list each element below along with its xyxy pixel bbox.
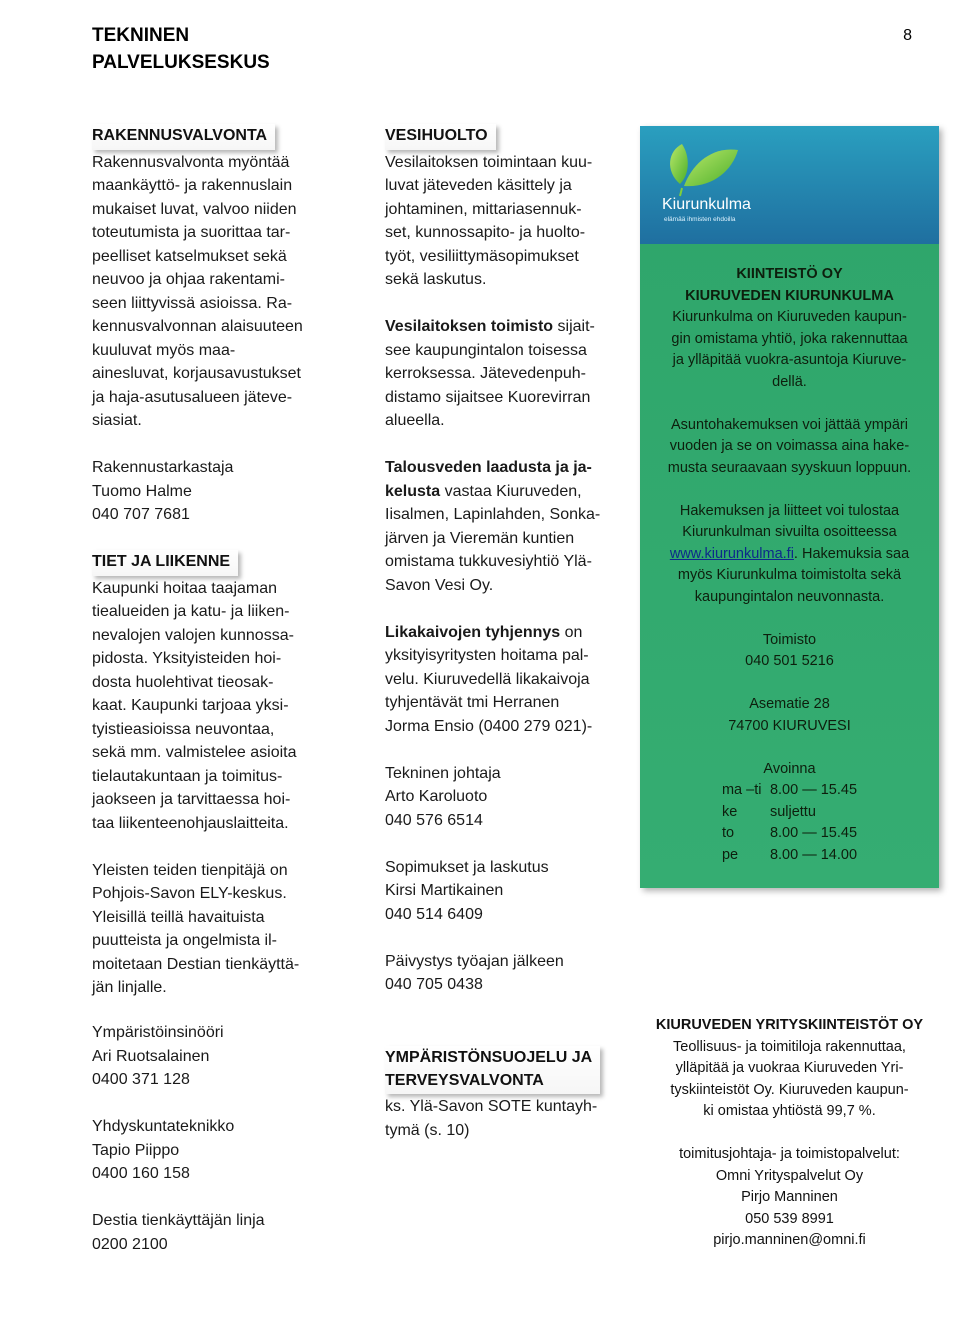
talous-bold-line: Talousveden laadusta ja ja- [385, 459, 592, 476]
contact-phone: 040 576 6514 [385, 811, 483, 829]
text-line [385, 480, 635, 504]
ymparisto-section [385, 1046, 635, 1142]
hours-time: 8.00 — 15.45 [769, 782, 858, 798]
text-line: sekä mm. valmistelee asioita [92, 744, 297, 761]
paivystys-phone: 040 705 0438 [385, 976, 483, 993]
hours-row [722, 823, 857, 845]
text-line: pidosta. Yksityisteiden hoi- [92, 650, 282, 667]
ymparisto-heading [385, 1046, 600, 1094]
text-line: gin omistama yhtiö, joka rakennuttaa [671, 330, 908, 347]
contact-title: Tekninen johtaja [385, 764, 501, 782]
destia-phone: 0200 2100 [92, 1235, 168, 1253]
text-line: toteutumista ja suorittaa tar- [92, 224, 291, 241]
text-fragment: vastaa Kiuruveden, [440, 482, 582, 500]
text-line: ylläpitää ja vuokraa Kiuruveden Yri- [675, 1060, 904, 1076]
text-line: tyhjentävät tmi Herranen [385, 694, 560, 711]
tarkastaja-name: Tuomo Halme [92, 482, 192, 500]
middle-column [385, 124, 635, 997]
text-line: siasiat. [92, 412, 142, 429]
text-line: Iisalmen, Lapinlahden, Sonka- [385, 506, 601, 523]
text-line: alueella. [385, 412, 445, 429]
text-line: myös Kiurunkulma toimistolta sekä [677, 567, 902, 583]
hours-row [722, 802, 857, 824]
vesihuolto-heading: VESIHUOLTO [385, 124, 496, 150]
destia-title: Destia tienkäyttäjän linja [92, 1212, 265, 1229]
hours-row [722, 780, 857, 802]
opening-hours [722, 780, 857, 866]
text-line: luvat jäteveden käsittely ja [385, 177, 572, 194]
text-line: tiealueiden ja katu- ja liiken- [92, 603, 290, 620]
logo-tagline: elämää ihmisten ehdoilla [664, 216, 736, 223]
text-line: yksityisyritysten hoitama pal- [385, 647, 589, 664]
section-title-line2: PALVELUKSESKUS [92, 52, 270, 73]
text-line: järven ja Vieremän kuntien [385, 529, 575, 547]
tiet-heading: TIET JA LIIKENNE [92, 550, 238, 576]
text-line: kaupungintalon neuvonnasta. [694, 588, 885, 605]
text-line: see kaupungintalon toisessa [385, 341, 587, 359]
text-line: 050 539 8991 [745, 1210, 834, 1227]
paivystys-title: Päivystys työajan jälkeen [385, 952, 564, 970]
tarkastaja-phone: 040 707 7681 [92, 506, 190, 523]
text-line: Rakennusvalvonta myöntää [92, 153, 290, 171]
text-line: neuvoo ja ohjaa rakentami- [92, 271, 286, 288]
text-line [650, 544, 929, 566]
contact-name: Arto Karoluoto [385, 788, 488, 805]
text-line: kuuluvat myös maa- [92, 341, 236, 359]
text-line: Kiurunkulman sivuilta osoitteessa [682, 524, 897, 540]
yrityskiinteistot-heading: KIURUVEDEN YRITYSKIINTEISTÖT OY [655, 1017, 924, 1033]
toimisto-title: Toimisto [762, 631, 817, 648]
text-line: Jorma Ensio (0400 279 021)- [385, 717, 593, 735]
contact-phone: 0400 371 128 [92, 1071, 190, 1088]
yrityskiinteistot-section [640, 1015, 939, 1252]
text-line: musta seuraavaan syyskuun loppuun. [667, 459, 912, 476]
contact-name: Kirsi Martikainen [385, 882, 504, 899]
text-line: Pirjo Manninen [741, 1189, 838, 1205]
text-line: kennusvalvonnan alaisuuteen [92, 318, 303, 335]
text-line: Hakemuksen ja liitteet voi tulostaa [679, 502, 900, 519]
page-number: 8 [903, 27, 912, 44]
kiurunkulma-heading1: KIINTEISTÖ OY [736, 266, 843, 282]
text-line: seen liittyvissä asioissa. Ra- [92, 294, 293, 312]
text-line: tyskiinteistöt Oy. Kiuruveden kaupun- [670, 1081, 909, 1098]
lika-bold: Likakaivojen tyhjennys [385, 623, 561, 641]
hours-day: ma –ti [721, 782, 762, 798]
text-line: taa liikenteenohjauslaitteita. [92, 814, 289, 832]
text-fragment: . Hakemuksia saa [793, 545, 910, 562]
text-line: vuoden ja se on voimassa aina hake- [669, 438, 910, 454]
text-line: moitetaan Destian tienkäyttä- [92, 955, 300, 973]
text-line: kerroksessa. Jätevedenpuh- [385, 365, 586, 382]
text-fragment: on [560, 623, 583, 641]
contact-title: Ympäristöinsinööri [92, 1024, 224, 1041]
text-fragment: sijait- [553, 318, 595, 335]
text-line: nevalojen valojen kunnossa- [92, 626, 294, 644]
text-line: sekä laskutus. [385, 271, 487, 288]
text-line: pirjo.manninen@omni.fi [713, 1232, 866, 1248]
text-line: ki omistaa yhtiöstä 99,7 %. [703, 1103, 876, 1119]
text-line: tymä (s. 10) [385, 1121, 470, 1139]
left-column [92, 124, 342, 1000]
text-line: Yleisillä teillä havaituista [92, 908, 265, 926]
contact-phone: 0400 160 158 [92, 1165, 190, 1182]
contact-name: Tapio Piippo [92, 1141, 180, 1159]
text-line: Vesilaitoksen toimintaan kuu- [385, 153, 593, 171]
tarkastaja-title: Rakennustarkastaja [92, 459, 234, 476]
contact-name: Ari Ruotsalainen [92, 1047, 210, 1065]
text-line: johtaminen, mittariasennuk- [385, 200, 582, 218]
kiurunkulma-link[interactable]: www.kiurunkulma.fi [669, 545, 794, 562]
opening-hours-title: Avoinna [763, 760, 816, 777]
hours-day: ke [721, 803, 738, 820]
text-line: Teollisuus- ja toimitiloja rakennuttaa, [673, 1038, 906, 1055]
text-line: mukaiset luvat, valvoo niiden [92, 200, 297, 218]
text-line: ks. Ylä-Savon SOTE kuntayh- [385, 1098, 598, 1115]
text-line: tyistieasioissa neuvontaa, [92, 720, 275, 738]
text-line: dellä. [772, 373, 807, 390]
text-line: distamo sijaitsee Kuorevirran [385, 388, 591, 406]
text-line: ja ylläpitää vuokra-asuntoja Kiuruve- [672, 352, 907, 368]
text-line: jän linjalle. [92, 979, 167, 996]
toimisto-bold: Vesilaitoksen toimisto [385, 318, 554, 335]
logo-text: Kiurunkulma [662, 196, 751, 213]
contact-title: Sopimukset ja laskutus [385, 858, 549, 876]
contact-title: Yhdyskuntateknikko [92, 1118, 235, 1135]
text-line: Kaupunki hoitaa taajaman [92, 579, 278, 597]
ymparisto-heading-line1: YMPÄRISTÖNSUOJELU JA [385, 1049, 593, 1066]
kiurunkulma-box [640, 126, 939, 888]
text-line: toimitusjohtaja- ja toimistopalvelut: [679, 1146, 900, 1162]
text-line: ja haja-asutusalueen jäteve- [92, 388, 293, 406]
kiurunkulma-heading2: KIURUVEDEN KIURUNKULMA [685, 287, 894, 304]
text-line [385, 621, 635, 645]
text-line: Omni Yrityspalvelut Oy [715, 1167, 864, 1184]
text-line: maankäyttö- ja rakennuslain [92, 177, 293, 194]
text-line: kaat. Kaupunki tarjoaa yksi- [92, 697, 289, 714]
text-line: omistama tukkuvesiyhtiö Ylä- [385, 553, 592, 570]
section-title-line1: TEKNINEN [92, 25, 190, 46]
text-line: Yleisten teiden tienpitäjä on [92, 861, 288, 879]
rakennusvalvonta-heading: RAKENNUSVALVONTA [92, 124, 275, 150]
text-line: Asuntohakemuksen voi jättää ympäri [671, 416, 908, 433]
text-line: tielautakuntaan ja toimitus- [92, 767, 283, 785]
talous-bold: kelusta [385, 482, 441, 500]
text-line [385, 315, 635, 339]
hours-row [722, 845, 857, 867]
left-contacts [92, 1021, 342, 1256]
ymparisto-heading-line2: TERVEYSVALVONTA [385, 1072, 544, 1089]
text-line: puutteista ja ongelmista il- [92, 932, 277, 949]
hours-day: to [721, 825, 735, 841]
text-line: dosta huolehtivat tieosak- [92, 673, 274, 691]
kiurunkulma-info [650, 264, 929, 866]
contact-phone: 040 514 6409 [385, 905, 483, 923]
hours-time: 8.00 — 15.45 [769, 825, 858, 841]
section-title [92, 22, 270, 76]
text-line: Savon Vesi Oy. [385, 576, 494, 594]
toimisto-phone: 040 501 5216 [745, 653, 834, 669]
text-line: set, kunnossapito- ja huolto- [385, 224, 586, 241]
address-city: 74700 KIURUVESI [728, 717, 851, 734]
kiurunkulma-logo [640, 126, 939, 244]
text-line: Pohjois-Savon ELY-keskus. [92, 885, 287, 902]
text-line: jaokseen ja tarvittaessa hoi- [92, 791, 291, 808]
text-line: ainesluvat, korjausavustukset [92, 365, 301, 382]
text-line: peelliset katselmukset sekä [92, 247, 287, 265]
text-line: työt, vesiliittymäsopimukset [385, 247, 579, 265]
hours-day: pe [721, 846, 739, 863]
address-street: Asematie 28 [749, 696, 830, 712]
hours-time: 8.00 — 14.00 [769, 846, 858, 863]
hours-time: suljettu [769, 803, 816, 820]
text-line: velu. Kiuruvedellä likakaivoja [385, 670, 590, 688]
text-line: Kiurunkulma on Kiuruveden kaupun- [672, 309, 907, 325]
